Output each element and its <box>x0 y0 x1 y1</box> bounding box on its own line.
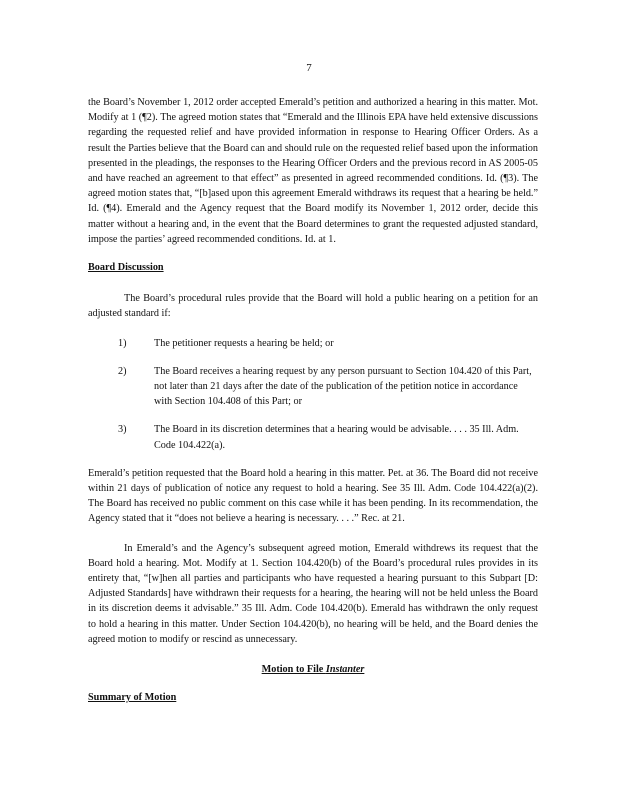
paragraph-agreed-motion: In Emerald’s and the Agency’s subsequent agreed motion, Emerald withdrews its request that the Board hold a hearing. Mot. Modify at 1. Section 104.420(b) of the Board’s procedural rules provides in its entirety that, “[w]hen all parties and participants who have requested a hearing pursuant to this Subpart [D: Adjusted Standards] have withdrawn their requests for a hearing, the hearing will not be held unless the Board in its discretion deems it advisable.” 35 Ill. Adm. Code 104.420(b). Emerald has withdrawn the only request to hold a hearing in this matter. Under Section 104.420(b), no hearing will be held, and the Board denies the agreed motion to modify or rescind as unnecessary. <box>88 542 538 645</box>
page-body <box>88 95 538 706</box>
heading-motion-italic: Instanter <box>325 664 365 676</box>
heading-summary-of-motion: Summary of Motion <box>88 692 177 704</box>
paragraph-procedural-rules: The Board’s procedural rules provide that the Board will hold a public hearing on a petition for an adjusted standard if: <box>88 293 538 320</box>
list-item-text: The Board in its discretion determines that a hearing would be advisable. . . . 35 Ill. Adm. Code 104.422(a). <box>154 424 519 451</box>
list-item-number: 3) <box>118 424 127 436</box>
list-item <box>88 364 538 410</box>
list-item-number: 2) <box>118 365 127 377</box>
list-item-text: The Board receives a hearing request by any person pursuant to Section 104.420 of this Part, not later than 21 days after the date of the publication of the petition notice in accordance with Section 104.408 of this Part; or <box>154 365 532 408</box>
page-number: 7 <box>306 62 312 74</box>
list-item <box>88 336 538 351</box>
paragraph-petition: Emerald’s petition requested that the Board hold a hearing in this matter. Pet. at 36. The Board did not receive within 21 days of publication of notice any request to hold a hearing. See 35 Ill. Adm. Code 104.422(a)(2). The Board has received no public comment on this case while it has been pending. In its recommendation, the Agency stated that it “does not believe a hearing is necessary. . . .” Rec. at 21. <box>88 467 538 525</box>
paragraph-intro: the Board’s November 1, 2012 order accepted Emerald’s petition and authorized a hearing in this matter. Mot. Modify at 1 (¶2). The agreed motion states that “Emerald and the Illinois EPA have held extensive discussions regarding the requested relief and have provided information in response to Hearing Officer Orders. As a result the Parties believe that the Board can and should rule on the requested relief based upon the information presented in the pleadings, the responses to the Hearing Officer Orders and the previous record in AS 2005-05 and have reached an agreement to that effect” as presented in agreed recommended conditions. Id. (¶3). The agreed motion states that, “[b]ased upon this agreement Emerald withdraws its request that a hearing be held.” Id. (¶4). Emerald and the Agency request that the Board modify its November 1, 2012 order, decide this matter without a hearing and, in the event that the Board determines to grant the requested adjusted standard, impose the parties’ agreed recommended conditions. Id. at 1. <box>88 97 538 245</box>
list-item-text: The petitioner requests a hearing be held; or <box>154 337 334 349</box>
heading-board-discussion: Board Discussion <box>88 262 164 274</box>
list-item-number: 1) <box>118 337 127 349</box>
heading-motion-to-file <box>88 662 538 677</box>
hearing-conditions-list <box>88 336 538 453</box>
heading-motion-text: Motion to File <box>261 664 326 676</box>
list-item <box>88 422 538 452</box>
